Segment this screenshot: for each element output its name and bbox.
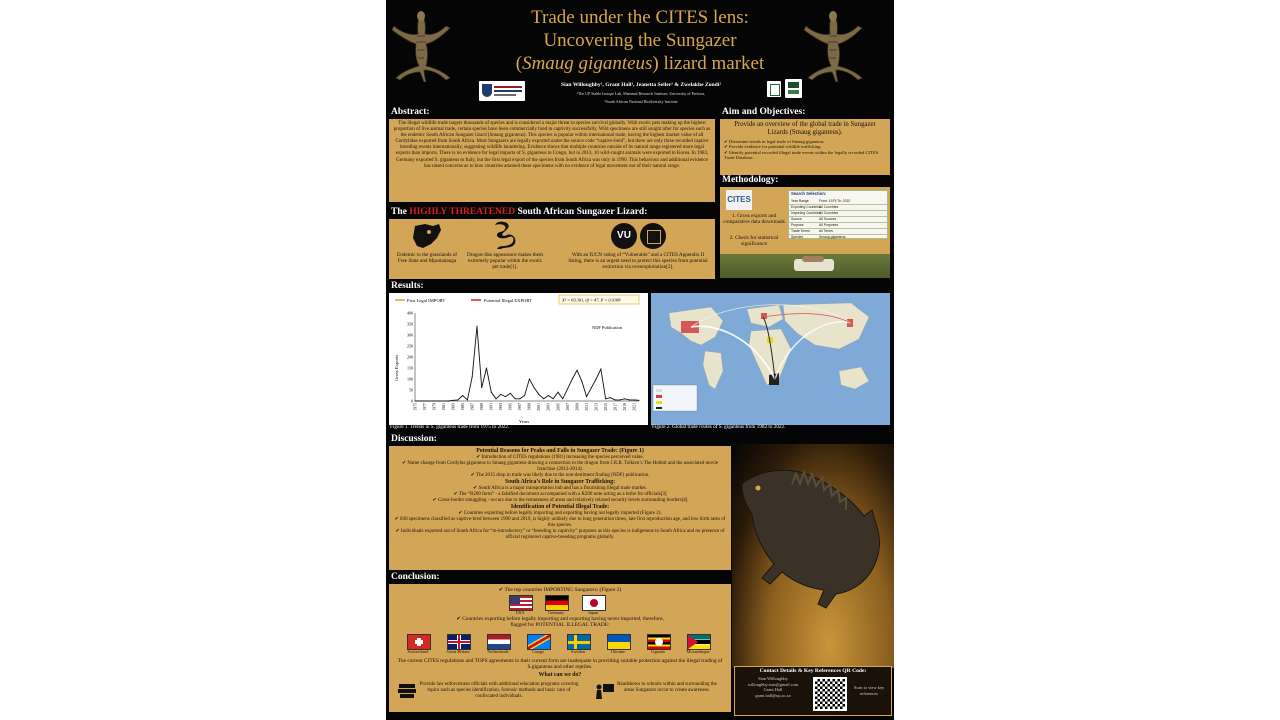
poster-title: Trade under the CITES lens: Uncovering the Sungazer (Smaug giganteus) lizard market [515, 7, 765, 74]
data-point [524, 395, 525, 396]
books-icon [397, 682, 417, 700]
discussion-point: ✔ Name change from Cordylus giganteus to Smaug giganteus drawing a connection to the dragon from J.R.R. Tolkien’s The Hobbit and the associated movie franchise (2012-2014). [401, 461, 719, 472]
top-importers-text: ✔ The top countries IMPORTING Sungazers: (Figure 2) [498, 587, 622, 593]
data-point [557, 392, 558, 393]
south-africa-map-icon [411, 222, 443, 250]
data-point [510, 393, 511, 394]
sanbi-logo [785, 79, 802, 98]
x-tick-label: 2013 [594, 403, 599, 411]
data-point [548, 395, 549, 396]
data-point [438, 401, 439, 402]
sungazer-on-coins-photo [732, 444, 894, 668]
x-tick-label: 2007 [565, 403, 570, 411]
regulation-statement: The current CITES regulations and TOPS agreements in their current form are inadequate in providing suitable protection against the illegal trading of S.giganteus and other reptiles. [397, 658, 723, 671]
presentation-icon [595, 682, 615, 700]
table-row: Source All Sources [789, 216, 887, 223]
y-axis-label: Gross Exports [394, 354, 399, 382]
endemic-text: Endemic to the grasslands of Free State and Mpumalanga [397, 252, 457, 265]
series-line [415, 326, 639, 401]
table-row: Species Smaug giganteus [791, 235, 846, 239]
ndf-annotation: NDF Publication [592, 325, 622, 330]
data-point [505, 396, 506, 397]
flag-label-uganda: Uganda [651, 649, 665, 654]
conclusion-header: Conclusion: [391, 572, 440, 582]
what-can-we-do-heading: What can we do? [538, 672, 582, 678]
flag-label-congo: Congo [532, 649, 544, 654]
data-point [615, 399, 616, 400]
x-tick-label: 1985 [460, 403, 465, 411]
aim-header: Aim and Objectives: [722, 107, 806, 117]
qr-code[interactable] [813, 677, 847, 711]
flag-japan [582, 595, 606, 611]
flag-netherlands [487, 634, 511, 650]
aim-item: ✔ Identify potential recorded illegal trade events within the legally recorded CITES Trade Database. [724, 149, 879, 161]
x-tick-label: 1989 [480, 403, 485, 411]
action-roadshows: Roadshows to schools within and surrounding the areas Sungazers occur to create awareness. [617, 682, 717, 693]
discussion-point: ✔ Individuals exported out of South Africa for “re-introductory” or “breeding in captivity” purposes as this species is indigenous to South Africa and no presence of official registered captive-breeding programs globally. [395, 529, 725, 540]
iucn-text: With an IUCN rating of “Vulnerable” and a CITES Appendix II listing, there is an urgent need to protect this species from potential extinction via overexploitation[2]. [568, 252, 708, 271]
discussion-subheading: Potential Reasons for Peaks and Falls in Sungazer Trade: (Figure 1) [476, 448, 644, 454]
partner-logo-1 [767, 81, 781, 97]
flag-sweden [567, 634, 591, 650]
aim-item: ✔ Determine trends in legal trade of Smaug giganteus. [724, 139, 825, 144]
data-point [605, 398, 606, 399]
table-row: Year Range From: 1975 To: 2022 [789, 198, 887, 205]
flag-label-great-britain: Great Britain [446, 649, 470, 654]
table-row: Exporting Countries All Countries [789, 204, 887, 211]
data-point [519, 398, 520, 399]
abstract-panel: The illegal wildlife trade targets thousands of species and is considered a major threat to species survival globally. With exotic pets making up the highest proportion of live animal trade, certain species have been commercially bred in captivity successfully. Wild specimens are still sought after for species such as the endemic South African Sungazer lizard (Smaug giganteus). This species is popular within international trade, having the highest market value of all Cordylidae exported from South Africa. Most Sungazers are legally exported under the source code “captive-bred”, but there are only three recorded captive breeding events internationally, suggesting wildlife laundering. Evidence shows that multiple countries outside of its natural range registered more legal exports than imports. There is no evidence for legal imports of S. giganteus to Congo, but in 2013, 10 wild-caught animals were exported to Korea. In 1983, Germany exported S. giganteus to Italy, but the first legal export of the species from South Africa was only in 1990. This behaviour and additional evidence has raised concerns as to how countries attained these specimens with no evidence of legal movement out of their natural range. [389, 119, 715, 202]
figure2-caption: Figure 2. Global trade routes of S. giganteus from 1982 to 2022. [652, 424, 786, 430]
discussion-point: ✔ South Africa is a major transportation hub and has a flourishing illegal trade market. [472, 486, 648, 491]
x-tick-label: 2011 [584, 403, 589, 411]
contact-header: Contact Details & Key References QR Code: [759, 668, 867, 674]
x-tick-label: 1975 [413, 403, 418, 411]
discussion-point: ✔ The “R200 form” - a falsified document accompanied with a R200 note acting as a bribe for officials[3] [453, 492, 667, 497]
flag-label-ukraine: Ukraine [610, 649, 626, 654]
x-tick-label: 2019 [623, 403, 628, 411]
flag-uganda [647, 634, 671, 650]
qr-scan-text: Scan to view key references [853, 685, 885, 696]
y-tick-label: 300 [407, 332, 413, 338]
data-point [496, 398, 497, 399]
data-point [529, 379, 530, 380]
data-point [415, 401, 416, 402]
data-point [462, 395, 463, 396]
sungazer-lizard-illustration-left [388, 6, 454, 82]
data-point [610, 397, 611, 398]
sungazer-lizard-icon [732, 444, 894, 668]
discussion-point: ✔ 830 specimens classified as captive-bred between 1990 and 2019, is highly unlikely due to long generation times, late first reproduction age, and low birth rates of this species. [394, 517, 726, 528]
data-point [543, 398, 544, 399]
x-tick-label: 2009 [575, 403, 580, 411]
poster [386, 0, 894, 720]
data-point [481, 387, 482, 388]
data-point [591, 387, 592, 388]
search-selection-title: Search Selection: [791, 191, 827, 196]
methodology-step: 2. Check for statistical significance [729, 235, 779, 248]
flag-switzerland [407, 634, 431, 650]
cites-appendix-badge [640, 223, 666, 249]
data-point [500, 394, 501, 395]
y-tick-label: 0 [411, 398, 413, 404]
flag-congo [527, 634, 551, 650]
flag-label-netherlands: Netherlands [487, 649, 509, 654]
x-tick-label: 1997 [518, 403, 523, 411]
y-tick-label: 350 [407, 321, 413, 327]
x-axis-label: Years [518, 419, 530, 424]
contact-email[interactable]: grant.hall@up.ac.za [755, 692, 791, 698]
vu-badge: VU [611, 223, 637, 249]
data-point [515, 398, 516, 399]
world-map [651, 293, 890, 425]
data-point [619, 399, 620, 400]
data-point [419, 401, 420, 402]
chi-square-stats: X² = 69.301, df = 47, P = 0.0188 [562, 297, 621, 303]
y-tick-label: 200 [407, 354, 413, 360]
x-tick-label: 2005 [556, 403, 561, 411]
y-tick-label: 50 [409, 387, 413, 393]
x-tick-label: 1983 [451, 403, 456, 411]
x-tick-label: 1979 [432, 403, 437, 411]
data-point [424, 401, 425, 402]
table-row: Trade Terms All Terms [789, 228, 887, 235]
contact-name: Grant Hall [763, 687, 783, 693]
discussion-panel [389, 446, 731, 570]
data-point [491, 392, 492, 393]
data-point [429, 401, 430, 402]
contact-name: Sian Willoughby [758, 676, 788, 681]
cites-logo: CITES [726, 190, 752, 210]
table-row: Importing Countries All Countries [789, 210, 887, 217]
x-tick-label: 2017 [613, 403, 618, 411]
field-photo [720, 254, 890, 278]
data-point [600, 369, 601, 370]
x-tick-label: 1999 [527, 403, 532, 411]
legend-legal-import: First Legal IMPORT [407, 298, 446, 303]
abstract-header: Abstract: [391, 107, 430, 117]
data-point [448, 401, 449, 402]
aim-panel [720, 119, 890, 175]
data-point [581, 381, 582, 382]
data-point [629, 399, 630, 400]
illegal-trade-text: ✔ Countries exporting before legally importing and exporting having never imported, therefore, flagged for POTENTIAL ILLEGAL TRADE: [456, 616, 664, 629]
flag-label-mozambique: Mozambique [686, 649, 710, 654]
threatened-header: The HIGHLY THREATENED South African Sungazer Lizard: [391, 207, 648, 217]
discussion-header: Discussion: [391, 434, 437, 444]
y-tick-label: 400 [407, 310, 413, 316]
action-education: Provide law enforcement officials with additional education programs covering topics such as species identification, forensic methods and basic care of confiscated individuals. [419, 682, 579, 699]
x-tick-label: 2021 [632, 403, 637, 411]
flag-label-japan: Japan [588, 610, 598, 615]
threatened-panel [389, 219, 715, 279]
results-header: Results: [391, 281, 424, 291]
flag-great-britain [447, 634, 471, 650]
methodology-header: Methodology: [722, 175, 779, 185]
methodology-step: 1. Gross exports and comparative data downloads [723, 213, 785, 226]
discussion-point: ✔ Introduction of CITES regulations (1981) increasing the species perceived value. [476, 455, 644, 460]
figure1-caption: Figure 1. Trends in S. giganteus trade from 1975 to 2022. [390, 424, 510, 430]
data-point [634, 399, 635, 400]
x-tick-label: 1995 [508, 403, 513, 411]
aim-lead: Provide an overview of the global trade in Sungazer Lizards (Smaug giganteus). [734, 121, 876, 136]
x-tick-label: 1981 [441, 403, 446, 411]
methodology-panel [720, 187, 890, 278]
data-point [443, 401, 444, 402]
flag-label-switzerland: Switzerland [407, 649, 429, 654]
discussion-point: ✔ The 2015 drop in trade was likely due to the non-detriment finding (NDF) publication. [470, 473, 650, 478]
trade-trends-chart [389, 293, 648, 425]
data-point [453, 400, 454, 401]
x-tick-label: 1987 [470, 403, 475, 411]
data-point [534, 387, 535, 388]
flag-label-usa: USA [515, 610, 525, 615]
dragon-icon [489, 221, 519, 251]
flag-ukraine [607, 634, 631, 650]
legend-illegal-export: Potential Illegal EXPORT [484, 298, 532, 303]
data-point [486, 368, 487, 369]
data-point [467, 399, 468, 400]
data-point [538, 394, 539, 395]
table-row: Purpose All Purposes [789, 222, 887, 229]
flag-usa [509, 595, 533, 611]
discussion-point: ✔ Countries exporting before legally importing and exporting having not legally imported (Figure 2). [458, 511, 662, 516]
discussion-point: ✔ Cross-border smuggling - occurs due to the remoteness of areas and relatively relaxed security levels surrounding borders[4] [432, 498, 688, 503]
contact-box [734, 666, 892, 716]
conclusion-panel [389, 584, 731, 712]
dragon-text: Dragon-like appearance makes them extremely popular within the exotic pet trade[1]. [467, 252, 543, 271]
figure1-trade-trends [389, 293, 648, 425]
data-point [472, 376, 473, 377]
data-point [553, 398, 554, 399]
data-point [624, 398, 625, 399]
y-tick-label: 150 [407, 365, 413, 371]
data-point [567, 388, 568, 389]
x-tick-label: 1977 [422, 403, 427, 411]
data-point [639, 400, 640, 401]
contact-email[interactable]: willoughby.sian@gmail.com [747, 681, 799, 687]
data-point [586, 396, 587, 397]
discussion-subheading: South Africa’s Role in Sungazer Trafficking: [504, 479, 616, 485]
data-point [476, 326, 477, 327]
data-point [434, 401, 435, 402]
search-selection-table [788, 190, 888, 239]
affiliations: ¹The UP Stable Isotope Lab, Mammal Research Institute, University of Pretoria, ²South African National Biodiversity Institute [576, 91, 706, 104]
authors: Sian Willoughby¹, Grant Hall¹, Jeanetta Seiler² & Zwelakhe Zondi² [560, 82, 722, 88]
x-tick-label: 1991 [489, 403, 494, 411]
y-tick-label: 100 [407, 376, 413, 382]
x-tick-label: 2001 [537, 403, 542, 411]
x-tick-label: 2003 [546, 403, 551, 411]
x-tick-label: 1993 [499, 403, 504, 411]
data-point [562, 398, 563, 399]
discussion-subheading: Identification of Potential Illegal Trade: [510, 504, 610, 510]
data-point [596, 379, 597, 380]
y-tick-label: 250 [407, 343, 413, 349]
flag-label-germany: Germany [547, 610, 565, 615]
flag-label-sweden: Sweden [571, 649, 585, 654]
data-point [457, 399, 458, 400]
data-point [577, 370, 578, 371]
x-tick-label: 2015 [603, 403, 608, 411]
aim-item: ✔ Provide evidence for potential wildlife trafficking. [724, 144, 822, 150]
university-logo [479, 81, 525, 101]
flag-mozambique [687, 634, 711, 650]
figure2-trade-routes-map [651, 293, 890, 425]
data-point [572, 379, 573, 380]
flag-germany [545, 595, 569, 611]
